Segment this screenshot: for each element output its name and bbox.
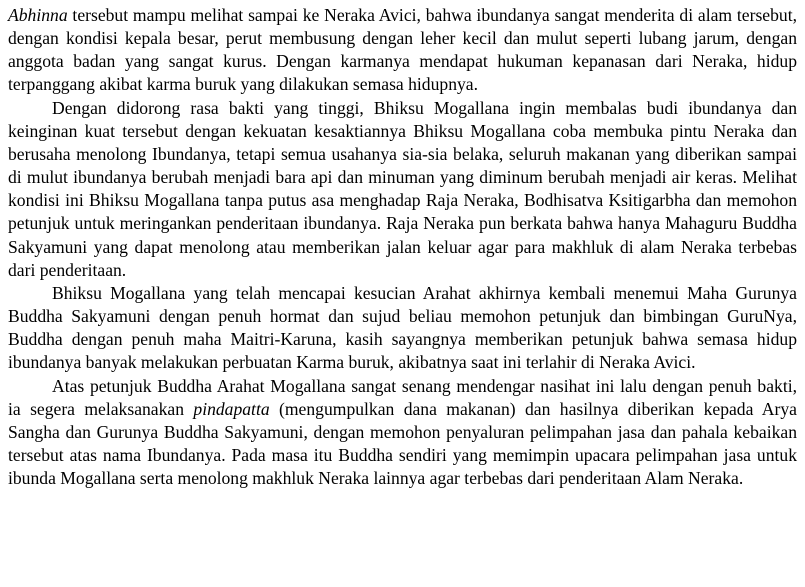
paragraph-text: tersebut mampu melihat sampai ke Neraka Avici, bahwa ibundanya sangat menderita di alam tersebut, dengan kondisi kepala besar, perut membusung dengan leher kecil dan mulut seperti lubang jarum, dengan anggota badan yang sangat kurus. Dengan karmanya mendapat hukuman kepanasan dari Neraka, hidup terpanggang akibat karma buruk yang dilakukan semasa hidupnya. bbox=[8, 5, 797, 95]
italic-term-abhinna: Abhinna bbox=[8, 5, 68, 25]
paragraph-mogallana-attempt bbox=[8, 97, 797, 282]
paragraph-text: Atas petunjuk Buddha Arahat Mogallana sangat senang mendengar nasihat ini lalu dengan penuh bakti, ia segera melaksanakan bbox=[8, 375, 797, 419]
document-body-text bbox=[8, 4, 797, 490]
paragraph-meeting-buddha bbox=[8, 282, 797, 375]
paragraph-text: Dengan didorong rasa bakti yang tinggi, Bhiksu Mogallana ingin membalas budi ibundanya dan keinginan kuat tersebut dengan kekuatan kesaktiannya Bhiksu Mogallana coba membuka pintu Neraka dan berusaha menolong Ibundanya, tetapi semua usahanya sia-sia belaka, seluruh makanan yang diberikan sampai di mulut ibundanya berubah menjadi bara api dan minuman yang diminum berubah menjadi air keras. Melihat kondisi ini Bhiksu Mogallana tanpa putus asa menghadap Raja Neraka, Bodhisatva Ksitigarbha dan memohon petunjuk untuk meringankan penderitaan ibundanya. Raja Neraka pun berkata bahwa hanya Mahaguru Buddha Sakyamuni yang dapat menolong atau memberikan jalan keluar agar para makhluk di alam Neraka terbebas dari penderitaan. bbox=[8, 97, 797, 280]
paragraph-pindapatta-ceremony bbox=[8, 375, 797, 491]
paragraph-text: (mengumpulkan dana makanan) dan hasilnya diberikan kepada Arya Sangha dan Gurunya Buddha Sakyamuni, dengan memohon penyaluran pelimpahan jasa dan pahala kebaikan tersebut atas nama Ibundanya. Pada masa itu Buddha sendiri yang memimpin upacara pelimpahan jasa untuk ibunda Mogallana serta menolong makhluk Neraka lainnya agar terbebas dari penderitaan Alam Neraka. bbox=[8, 398, 797, 489]
paragraph-abhinna-vision bbox=[8, 4, 797, 97]
italic-term-pindapatta: pindapatta bbox=[193, 398, 270, 419]
paragraph-text: Bhiksu Mogallana yang telah mencapai kesucian Arahat akhirnya kembali menemui Maha Gurunya Buddha Sakyamuni dengan penuh hormat dan sujud beliau memohon petunjuk dan bimbingan GuruNya, Buddha dengan penuh maha Maitri-Karuna, kasih sayangnya memberikan petunjuk bahwa semasa hidup ibundanya banyak melakukan perbuatan Karma buruk, akibatnya saat ini terlahir di Neraka Avici. bbox=[8, 282, 797, 373]
